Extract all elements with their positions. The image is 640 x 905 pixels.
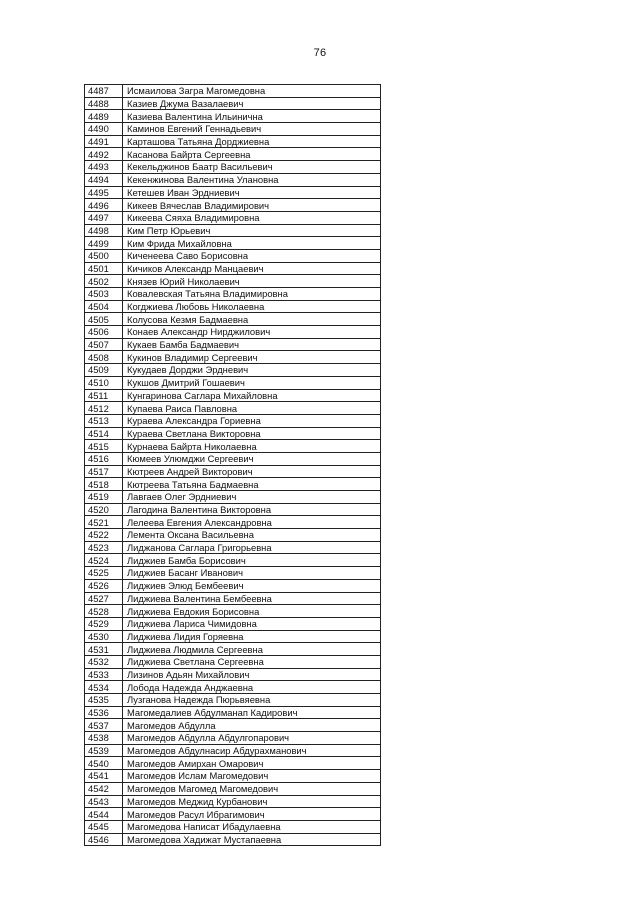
record-number: 4542 [85,782,123,795]
person-name: Лузганова Надежда Пюрьвяевна [123,694,381,707]
table-row [85,732,381,745]
table-row [85,148,381,161]
record-number: 4493 [85,161,123,174]
table-row [85,592,381,605]
record-number: 4544 [85,808,123,821]
table-row [85,389,381,402]
record-number: 4532 [85,655,123,668]
person-name: Ким Фрида Михайловна [123,237,381,250]
record-number: 4513 [85,414,123,427]
table-row [85,833,381,846]
table-row [85,275,381,288]
table-row [85,757,381,770]
person-name: Лиджиев Элюд Бембеевич [123,579,381,592]
person-name: Магомедов Абдулнасир Абдурахманович [123,744,381,757]
person-name: Кукинов Владимир Сергеевич [123,351,381,364]
person-name: Лиджиева Валентина Бембеевна [123,592,381,605]
person-name: Лиджиева Евдокия Борисовна [123,605,381,618]
record-number: 4522 [85,529,123,542]
record-number: 4503 [85,288,123,301]
table-row [85,173,381,186]
record-number: 4510 [85,376,123,389]
person-name: Лиджиева Светлана Сергеевна [123,655,381,668]
record-number: 4537 [85,719,123,732]
record-number: 4488 [85,97,123,110]
person-name: Князев Юрий Николаевич [123,275,381,288]
person-name: Магомедов Магомед Магомедович [123,782,381,795]
person-name: Лиджиева Людмила Сергеевна [123,643,381,656]
person-name: Колусова Кезмя Бадмаевна [123,313,381,326]
table-row [85,630,381,643]
table-row [85,300,381,313]
person-name: Магомедова Написат Ибадулаевна [123,820,381,833]
table-row [85,605,381,618]
table-row [85,795,381,808]
record-number: 4527 [85,592,123,605]
record-number: 4501 [85,262,123,275]
person-name: Лиджиев Бамба Борисович [123,554,381,567]
table-row [85,224,381,237]
record-number: 4526 [85,579,123,592]
table-row [85,199,381,212]
table-row [85,681,381,694]
record-number: 4506 [85,326,123,339]
table-row [85,135,381,148]
table-row [85,567,381,580]
record-number: 4494 [85,173,123,186]
record-number: 4528 [85,605,123,618]
person-name: Кукудаев Дорджи Эрдневич [123,364,381,377]
table-row [85,770,381,783]
table-row [85,351,381,364]
person-name: Киченеева Саво Борисовна [123,249,381,262]
person-name: Кекенжинова Валентина Улановна [123,173,381,186]
person-name: Кураева Светлана Викторовна [123,427,381,440]
person-name: Лемента Оксана Васильевна [123,529,381,542]
person-name: Кютреева Татьяна Бадмаевна [123,478,381,491]
record-number: 4492 [85,148,123,161]
record-number: 4514 [85,427,123,440]
record-number: 4491 [85,135,123,148]
record-number: 4529 [85,617,123,630]
table-row [85,211,381,224]
table-row [85,376,381,389]
record-number: 4509 [85,364,123,377]
record-number: 4490 [85,123,123,136]
person-name: Кураева Александра Гориевна [123,414,381,427]
record-number: 4516 [85,452,123,465]
table-row [85,414,381,427]
person-name: Казиева Валентина Ильинична [123,110,381,123]
table-row [85,313,381,326]
record-number: 4495 [85,186,123,199]
table-row [85,579,381,592]
record-number: 4512 [85,402,123,415]
record-number: 4534 [85,681,123,694]
record-number: 4508 [85,351,123,364]
table-row [85,110,381,123]
person-name: Купаева Раиса Павловна [123,402,381,415]
person-name: Лиджиева Лидия Горяевна [123,630,381,643]
record-number: 4504 [85,300,123,313]
table-row [85,364,381,377]
person-name: Когджиева Любовь Николаевна [123,300,381,313]
table-row [85,465,381,478]
record-number: 4535 [85,694,123,707]
person-name: Магомедалиев Абдулманап Кадирович [123,706,381,719]
table-row [85,338,381,351]
record-number: 4533 [85,668,123,681]
record-number: 4523 [85,541,123,554]
record-number: 4502 [85,275,123,288]
table-row [85,491,381,504]
table-row [85,744,381,757]
person-name: Магомедов Меджид Курбанович [123,795,381,808]
person-name: Курнаева Байрта Николаевна [123,440,381,453]
record-number: 4525 [85,567,123,580]
record-number: 4543 [85,795,123,808]
table-row [85,668,381,681]
table-row [85,249,381,262]
table-row [85,820,381,833]
record-number: 4521 [85,516,123,529]
table-row [85,554,381,567]
table-row [85,617,381,630]
record-number: 4519 [85,491,123,504]
person-name: Магомедов Ислам Магомедович [123,770,381,783]
record-number: 4500 [85,249,123,262]
person-name: Кикеева Сяяха Владимировна [123,211,381,224]
table-row [85,503,381,516]
person-name: Ким Петр Юрьевич [123,224,381,237]
person-name: Касанова Байрта Сергеевна [123,148,381,161]
record-number: 4541 [85,770,123,783]
record-number: 4531 [85,643,123,656]
person-name: Магомедов Абдулла [123,719,381,732]
record-number: 4538 [85,732,123,745]
record-number: 4515 [85,440,123,453]
table-row [85,706,381,719]
person-name: Конаев Александр Нирджилович [123,326,381,339]
table-row [85,655,381,668]
record-number: 4497 [85,211,123,224]
person-name: Кетешев Иван Эрдниевич [123,186,381,199]
person-name: Казиев Джума Вазалаевич [123,97,381,110]
record-number: 4505 [85,313,123,326]
person-name: Магомедов Амирхан Омарович [123,757,381,770]
person-name: Лиджанова Саглара Григорьевна [123,541,381,554]
record-number: 4545 [85,820,123,833]
person-name: Магомедов Абдулла Абдулгопарович [123,732,381,745]
table-row [85,808,381,821]
record-number: 4518 [85,478,123,491]
person-name: Лелеева Евгения Александровна [123,516,381,529]
table-row [85,516,381,529]
person-name: Лизинов Адьян Михайлович [123,668,381,681]
table-row [85,440,381,453]
record-number: 4536 [85,706,123,719]
person-name: Каминов Евгений Геннадьевич [123,123,381,136]
record-number: 4511 [85,389,123,402]
table-row [85,719,381,732]
person-name: Лиджиев Басанг Иванович [123,567,381,580]
table-row [85,97,381,110]
record-number: 4507 [85,338,123,351]
person-name: Кукшов Дмитрий Гошаевич [123,376,381,389]
person-name: Кичиков Александр Манцаевич [123,262,381,275]
person-name: Карташова Татьяна Дорджиевна [123,135,381,148]
table-row [85,541,381,554]
person-name: Кютреев Андрей Викторович [123,465,381,478]
person-name: Исмаилова Загра Магомедовна [123,85,381,98]
record-number: 4499 [85,237,123,250]
record-number: 4546 [85,833,123,846]
names-table-body [85,85,381,846]
record-number: 4487 [85,85,123,98]
table-row [85,85,381,98]
record-number: 4496 [85,199,123,212]
person-name: Лиджиева Лариса Чимидовна [123,617,381,630]
record-number: 4517 [85,465,123,478]
person-name: Магомедова Хадижат Мустапаевна [123,833,381,846]
table-row [85,402,381,415]
table-row [85,643,381,656]
person-name: Ковалевская Татьяна Владимировна [123,288,381,301]
record-number: 4489 [85,110,123,123]
table-row [85,262,381,275]
table-row [85,529,381,542]
table-row [85,694,381,707]
table-row [85,782,381,795]
record-number: 4539 [85,744,123,757]
record-number: 4524 [85,554,123,567]
person-name: Лагодина Валентина Викторовна [123,503,381,516]
page-number: 76 [313,47,327,59]
table-row [85,186,381,199]
person-name: Кекельджинов Баатр Васильевич [123,161,381,174]
table-row [85,452,381,465]
person-name: Кюмеев Улюмджи Сергеевич [123,452,381,465]
names-table [84,84,381,846]
record-number: 4498 [85,224,123,237]
person-name: Кикеев Вячеслав Владимирович [123,199,381,212]
table-row [85,478,381,491]
record-number: 4530 [85,630,123,643]
person-name: Лавгаев Олег Эрдниевич [123,491,381,504]
table-row [85,161,381,174]
record-number: 4540 [85,757,123,770]
person-name: Магомедов Расул Ибрагимович [123,808,381,821]
table-row [85,326,381,339]
record-number: 4520 [85,503,123,516]
person-name: Лобода Надежда Анджаевна [123,681,381,694]
table-row [85,123,381,136]
table-row [85,288,381,301]
table-row [85,427,381,440]
table-row [85,237,381,250]
person-name: Кукаев Бамба Бадмаевич [123,338,381,351]
person-name: Кунгаринова Саглара Михайловна [123,389,381,402]
